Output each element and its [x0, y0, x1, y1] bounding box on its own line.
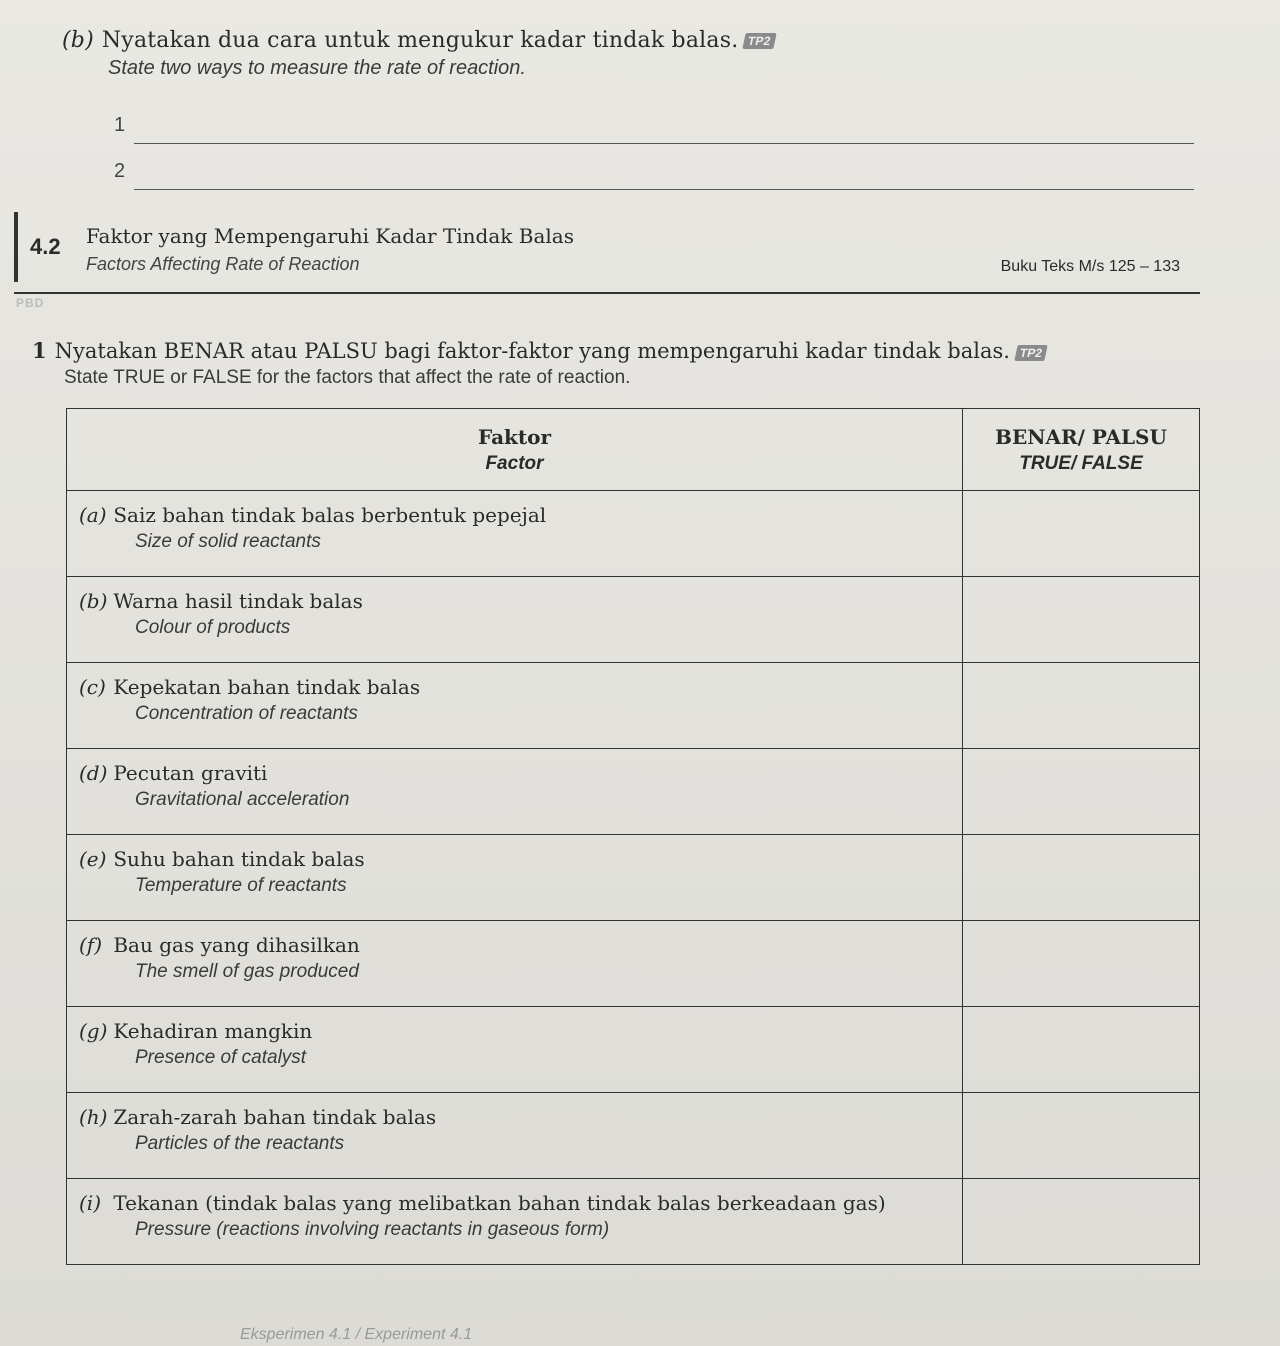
item-text-ms: Pecutan graviti [113, 761, 268, 785]
item-text-en: Colour of products [135, 617, 291, 638]
answer-cell[interactable] [963, 749, 1200, 835]
header-answer [963, 409, 1200, 491]
factor-cell [67, 749, 963, 835]
part-b-question-ms [62, 28, 1202, 53]
item-label: (b) [79, 589, 108, 613]
header-answer-ms: BENAR/ PALSU [995, 424, 1167, 449]
answer-cell[interactable] [963, 835, 1200, 921]
item-text-ms: Bau gas yang dihasilkan [113, 933, 360, 957]
part-b-text-ms: Nyatakan dua cara untuk mengukur kadar tindak balas. [101, 28, 739, 53]
item-text-ms: Warna hasil tindak balas [113, 589, 363, 613]
header-factor [67, 409, 963, 491]
factor-cell [67, 577, 963, 663]
textbook-reference: Buku Teks M/s 125 – 133 [1000, 258, 1180, 275]
item-label: (h) [79, 1105, 108, 1129]
table-row [67, 749, 1200, 835]
header-factor-en: Factor [485, 452, 544, 474]
table-row [67, 491, 1200, 577]
factor-cell [67, 1093, 963, 1179]
footer-hint: Eksperimen 4.1 / Experiment 4.1 [240, 1326, 473, 1343]
answer-line-number: 2 [114, 160, 126, 182]
item-text-en: Particles of the reactants [135, 1133, 345, 1154]
answer-line-1[interactable] [114, 114, 1194, 144]
item-text-en: Concentration of reactants [135, 703, 358, 724]
factor-cell [67, 663, 963, 749]
part-b-question [62, 28, 1202, 80]
item-text-ms: Kepekatan bahan tindak balas [113, 675, 421, 699]
item-text-ms: Suhu bahan tindak balas [113, 847, 365, 871]
item-text-en: Size of solid reactants [135, 531, 321, 552]
item-label: (i) [79, 1191, 102, 1215]
answer-cell[interactable] [963, 921, 1200, 1007]
item-text-en: Presence of catalyst [135, 1047, 307, 1068]
factor-cell [67, 1007, 963, 1093]
factor-table [66, 408, 1200, 1265]
answer-cell[interactable] [963, 577, 1200, 663]
pbd-badge: PBD [16, 296, 45, 310]
section-bar [14, 212, 18, 282]
table-row [67, 577, 1200, 663]
table-row [67, 921, 1200, 1007]
answer-rule [134, 189, 1194, 190]
item-text-en: Gravitational acceleration [135, 789, 350, 810]
item-label: (d) [79, 761, 108, 785]
table-row [67, 1093, 1200, 1179]
question-1-text-ms: Nyatakan BENAR atau PALSU bagi faktor-faktor yang mempengaruhi kadar tindak balas. [54, 339, 1010, 363]
answer-rule [134, 143, 1194, 144]
section-header [14, 212, 1200, 298]
factor-cell [67, 835, 963, 921]
table-header-row [67, 409, 1200, 491]
part-b-question-en: State two ways to measure the rate of reaction. [108, 57, 526, 79]
item-label: (a) [79, 503, 107, 527]
answer-cell[interactable] [963, 1093, 1200, 1179]
section-title-ms: Faktor yang Mempengaruhi Kadar Tindak Balas [86, 224, 574, 248]
answer-line-2[interactable] [114, 160, 1194, 190]
table-row [67, 1007, 1200, 1093]
item-label: (e) [79, 847, 107, 871]
question-1-ms [32, 338, 1202, 363]
table-row [67, 1179, 1200, 1265]
answer-cell[interactable] [963, 663, 1200, 749]
item-label: (g) [79, 1019, 108, 1043]
item-text-ms: Kehadiran mangkin [113, 1019, 313, 1043]
item-text-en: The smell of gas produced [135, 961, 359, 982]
item-text-en: Pressure (reactions involving reactants in gaseous form) [135, 1219, 610, 1240]
item-text-en: Temperature of reactants [135, 875, 347, 896]
section-divider [14, 292, 1200, 294]
item-label: (c) [79, 675, 106, 699]
table-row [67, 663, 1200, 749]
item-label: (f) [79, 933, 103, 957]
factor-cell [67, 1179, 963, 1265]
section-title-en: Factors Affecting Rate of Reaction [86, 254, 360, 274]
header-factor-ms: Faktor [477, 424, 552, 449]
answer-cell[interactable] [963, 491, 1200, 577]
table-row [67, 835, 1200, 921]
item-text-ms: Tekanan (tindak balas yang melibatkan bahan tindak balas berkeadaan gas) [113, 1191, 886, 1215]
answer-line-number: 1 [114, 114, 126, 136]
answer-cell[interactable] [963, 1179, 1200, 1265]
tp-badge: TP2 [1014, 345, 1047, 361]
question-number: 1 [32, 338, 47, 363]
item-text-ms: Saiz bahan tindak balas berbentuk pepejal [113, 503, 547, 527]
factor-cell [67, 921, 963, 1007]
question-1 [32, 338, 1202, 389]
header-answer-en: TRUE/ FALSE [1019, 452, 1143, 474]
answer-cell[interactable] [963, 1007, 1200, 1093]
part-b-letter: (b) [62, 28, 94, 53]
factor-cell [67, 491, 963, 577]
item-text-ms: Zarah-zarah bahan tindak balas [113, 1105, 437, 1129]
section-number: 4.2 [30, 234, 61, 259]
question-1-text-en: State TRUE or FALSE for the factors that affect the rate of reaction. [64, 367, 631, 388]
tp-badge: TP2 [743, 33, 777, 49]
